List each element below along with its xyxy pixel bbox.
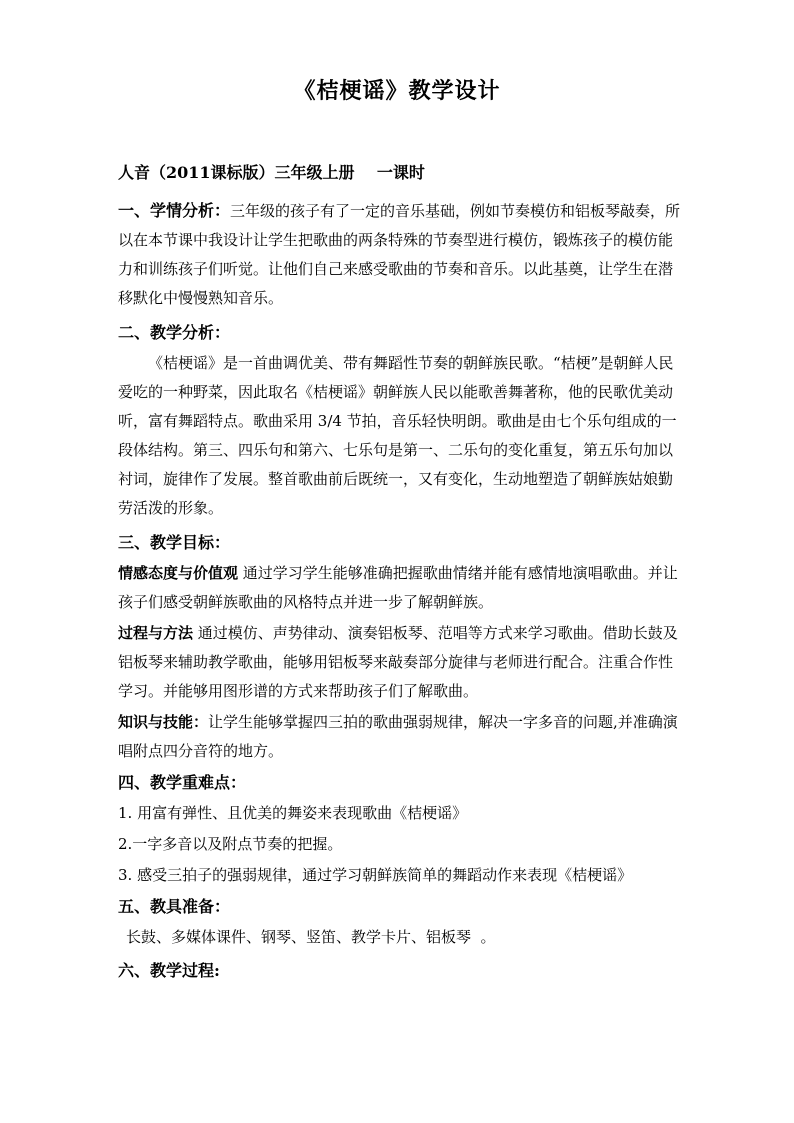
section-heading: 三、教学目标： bbox=[118, 533, 231, 552]
list-item: 1. 用富有弹性、且优美的舞姿来表现歌曲《桔梗谣》 bbox=[118, 804, 468, 822]
tools-text: 长鼓、多媒体课件、钢琴、竖笛、教学卡片、铝板琴 。 bbox=[126, 928, 496, 946]
section-learning-analysis bbox=[118, 196, 682, 313]
section-heading: 一、学情分析： bbox=[118, 201, 231, 220]
goal-item bbox=[118, 708, 682, 766]
document-title: 《桔梗谣》教学设计 bbox=[293, 78, 501, 104]
list-item: 2.一字多音以及附点节奏的把握。 bbox=[118, 835, 343, 853]
section-text: 三年级的孩子有了一定的音乐基础，例如节奏模仿和铝板琴敲奏，所以在本节课中我设计让学生把歌曲的两条特殊的节奏型进行模仿，锻炼孩子的模仿能力和训练孩子们听觉。让他们自己来感受歌曲的节奏和音乐。以此基奠，让学生在潜移默化中慢慢熟知音乐。 bbox=[118, 202, 681, 307]
section-heading: 四、教学重难点： bbox=[118, 773, 247, 792]
section-heading: 六、教学过程: bbox=[118, 961, 220, 980]
goal-item bbox=[118, 619, 682, 706]
list-item: 3. 感受三拍子的强弱规律，通过学习朝鲜族简单的舞蹈动作来表现《桔梗谣》 bbox=[118, 866, 633, 884]
key-points-list bbox=[118, 799, 682, 890]
section-heading: 二、教学分析： bbox=[118, 323, 231, 342]
goal-label: 过程与方法 bbox=[118, 624, 194, 642]
goal-label: 情感态度与价值观 bbox=[118, 564, 239, 582]
goal-label: 知识与技能： bbox=[118, 713, 209, 731]
goal-text: 让学生能够掌握四三拍的歌曲强弱规律，解决一字多音的问题,并准确演唱附点四分音符的地方。 bbox=[118, 713, 678, 760]
goal-item bbox=[118, 559, 682, 617]
section-teaching-analysis-text: 《桔梗谣》是一首曲调优美、带有舞蹈性节奏的朝鲜族民歌。“桔梗”是朝鲜人民爱吃的一种野菜，因此取名《桔梗谣》朝鲜族人民以能歌善舞著称，他的民歌优美动听，富有舞蹈特点。歌曲采用 3/4 节拍，音乐轻快明朗。歌曲是由七个乐句组成的一段体结构。第三、四乐句和第六、七乐句是第一、二乐句的变化重复，第五乐句加以衬词，旋律作了发展。整首歌曲前后既统一，又有变化，生动地塑造了朝鲜族姑娘勤劳活泼的形象。 bbox=[118, 354, 677, 517]
document-subtitle: 人音（2011课标版）三年级上册 一课时 bbox=[118, 163, 425, 182]
document-body bbox=[118, 158, 682, 985]
goal-text: 通过模仿、声势律动、演奏铝板琴、范唱等方式来学习歌曲。借助长鼓及铝板琴来辅助教学歌曲，能够用铝板琴来敲奏部分旋律与老师进行配合。注重合作性学习。并能够用图形谱的方式来帮助孩子们了解歌曲。 bbox=[118, 624, 678, 700]
goal-text: 通过学习学生能够准确把握歌曲情绪并能有感情地演唱歌曲。并让孩子们感受朝鲜族歌曲的风格特点并进一步了解朝鲜族。 bbox=[118, 564, 678, 611]
section-heading: 五、教具准备： bbox=[118, 897, 231, 916]
